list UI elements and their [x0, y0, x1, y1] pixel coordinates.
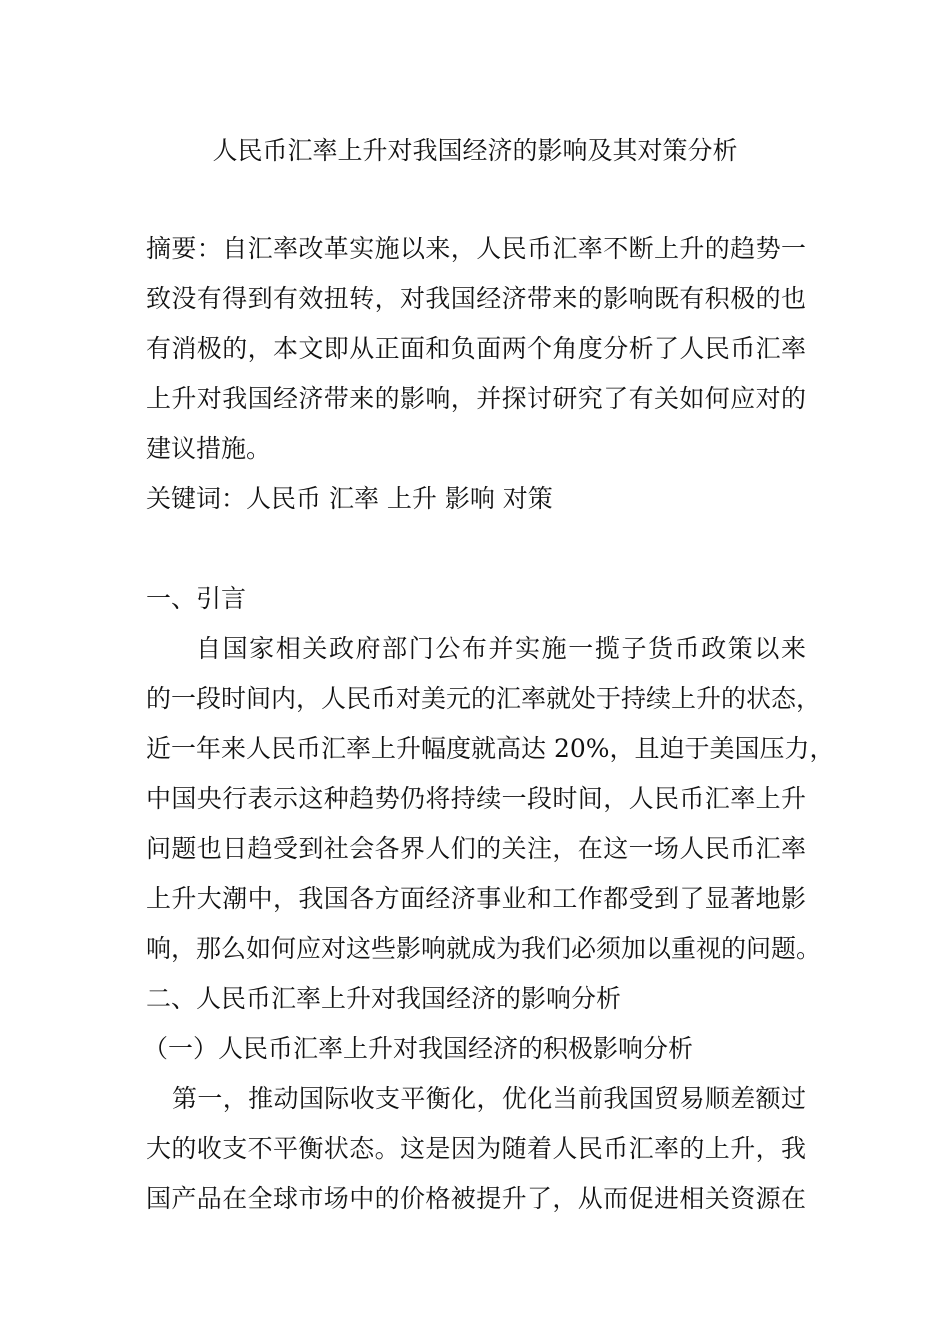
paragraph-line: 上升大潮中，我国各方面经济事业和工作都受到了显著地影	[146, 884, 806, 913]
document-title: 人民币汇率上升对我国经济的影响及其对策分析	[212, 136, 738, 165]
paragraph-line: 国产品在全球市场中的价格被提升了，从而促进相关资源在	[146, 1184, 806, 1213]
keywords-line: 关键词：人民币 汇率 上升 影响 对策	[146, 484, 553, 513]
paragraph-line: 大的收支不平衡状态。这是因为随着人民币汇率的上升，我	[146, 1134, 806, 1163]
paragraph-line: 的一段时间内，人民币对美元的汇率就处于持续上升的状态，	[146, 684, 822, 713]
section-heading-introduction: 一、引言	[146, 584, 247, 613]
abstract-line: 上升对我国经济带来的影响，并探讨研究了有关如何应对的	[146, 384, 806, 413]
abstract-line: 有消极的，本文即从正面和负面两个角度分析了人民币汇率	[146, 334, 806, 363]
abstract-line: 致没有得到有效扭转，对我国经济带来的影响既有积极的也	[146, 284, 806, 313]
abstract-line: 建议措施。	[146, 434, 272, 463]
paragraph-line: 响，那么如何应对这些影响就成为我们必须加以重视的问题。	[146, 934, 822, 963]
paragraph-line: 中国央行表示这种趋势仍将持续一段时间，人民币汇率上升	[146, 784, 806, 813]
section-heading-impact-analysis: 二、人民币汇率上升对我国经济的影响分析	[146, 984, 622, 1013]
abstract-line: 摘要：自汇率改革实施以来，人民币汇率不断上升的趋势一	[146, 234, 806, 263]
paragraph-line: 第一，推动国际收支平衡化，优化当前我国贸易顺差额过	[172, 1084, 806, 1113]
paragraph-line: 问题也日趋受到社会各界人们的关注，在这一场人民币汇率	[146, 834, 806, 863]
paragraph-line: 自国家相关政府部门公布并实施一揽子货币政策以来	[196, 634, 806, 663]
paragraph-line: 近一年来人民币汇率上升幅度就高达 20%，且迫于美国压力，	[146, 734, 835, 763]
subsection-heading-positive-impact: （一）人民币汇率上升对我国经济的积极影响分析	[143, 1034, 694, 1063]
